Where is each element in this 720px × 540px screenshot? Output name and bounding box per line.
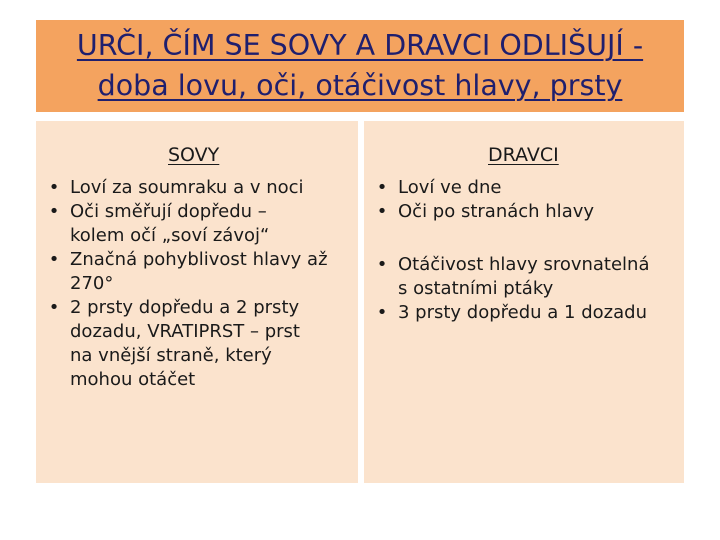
list-item [36, 248, 354, 296]
list-item-line: dozadu, VRATIPRST – prst [70, 321, 300, 342]
raptors-heading: DRAVCI [488, 144, 559, 166]
owls-heading: SOVY [168, 144, 220, 166]
title-line-2: doba lovu, oči, otáčivost hlavy, prsty [97, 69, 623, 102]
list-item [364, 200, 682, 224]
raptors-column [364, 121, 684, 483]
bullet-icon: • [376, 254, 388, 275]
list-item [364, 301, 682, 325]
list-item-line: Otáčivost hlavy srovnatelná [398, 254, 650, 275]
list-item-line: Oči po stranách hlavy [398, 201, 595, 222]
list-item-line: kolem očí „soví závoj“ [70, 225, 270, 246]
list-item [36, 296, 354, 392]
bullet-icon: • [48, 297, 60, 318]
list-item [36, 200, 354, 248]
list-item-line: Loví ve dne [398, 177, 502, 198]
list-item-line: 2 prsty dopředu a 2 prsty [70, 297, 300, 318]
list-item-line: 270° [70, 273, 114, 294]
bullet-icon: • [48, 249, 60, 270]
raptors-list [364, 176, 682, 325]
list-item-line: Značná pohyblivost hlavy až [70, 249, 328, 270]
list-item-line: 3 prsty dopředu a 1 dozadu [398, 302, 647, 323]
list-item [364, 176, 682, 200]
title-line-1: URČI, ČÍM SE SOVY A DRAVCI ODLIŠUJÍ - [76, 29, 644, 62]
list-item-line: s ostatními ptáky [398, 278, 554, 299]
list-item-line: Loví za soumraku a v noci [70, 177, 304, 198]
list-item-line: Oči směřují dopředu – [70, 201, 267, 222]
list-item-line: na vnější straně, který [70, 345, 272, 366]
bullet-icon: • [376, 177, 388, 198]
title-banner [36, 20, 684, 112]
list-item [364, 253, 682, 301]
list-item-line: mohou otáčet [70, 369, 196, 390]
list-spacer [364, 224, 682, 253]
list-item [36, 176, 354, 200]
owls-column [36, 121, 358, 483]
bullet-icon: • [376, 302, 388, 323]
bullet-icon: • [376, 201, 388, 222]
owls-list [36, 176, 354, 392]
bullet-icon: • [48, 177, 60, 198]
bullet-icon: • [48, 201, 60, 222]
